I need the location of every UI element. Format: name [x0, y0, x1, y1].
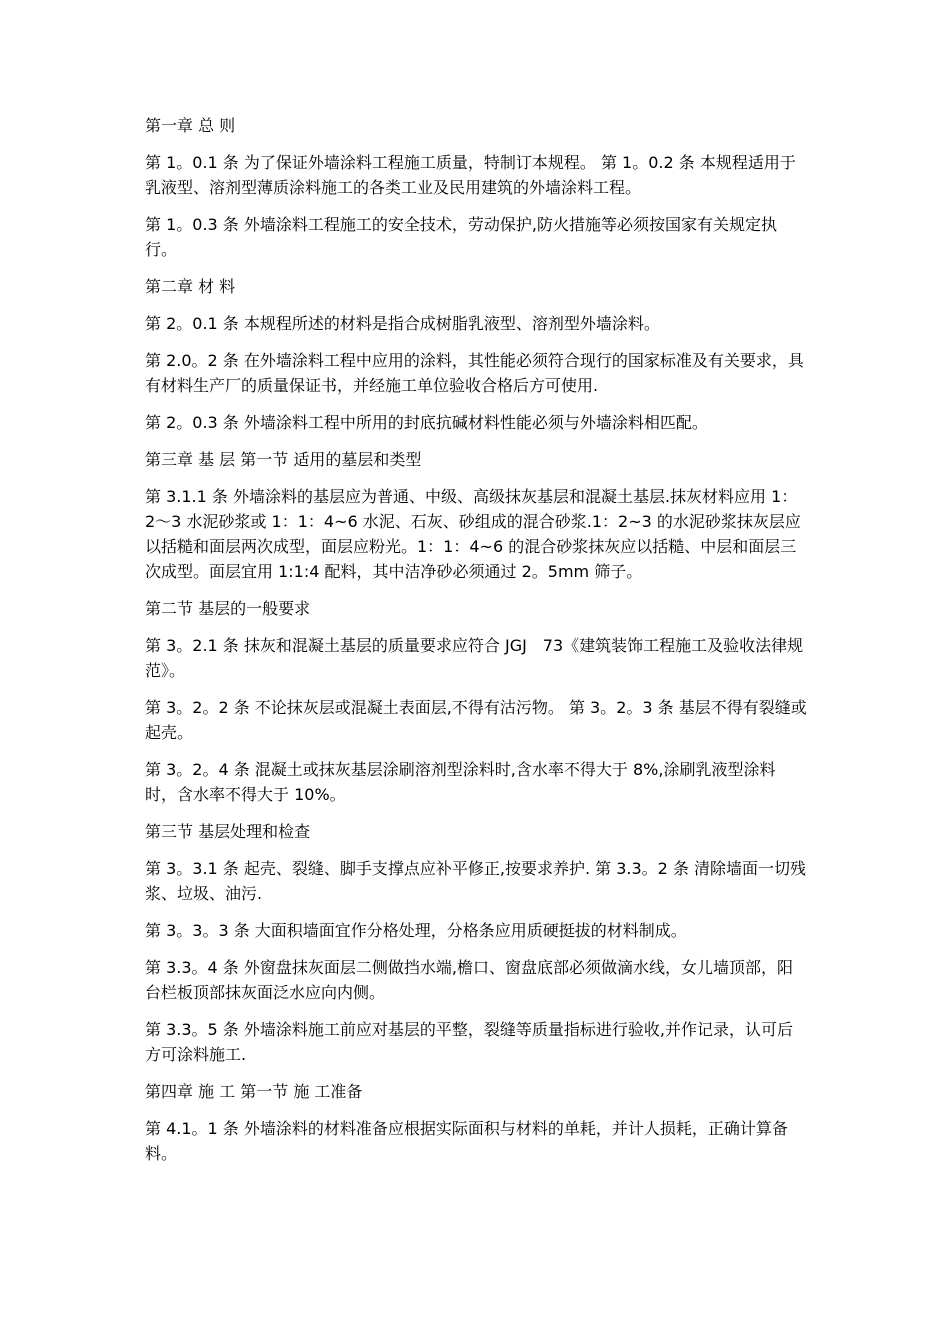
paragraph-3-3-1: 第 3。3.1 条 起壳、裂缝、脚手支撑点应补平修正,按要求养护. 第 3.3。2 条 清除墙面一切残浆、垃圾、油污. — [145, 859, 807, 903]
chapter-1-heading: 第一章 总 则 — [145, 116, 236, 135]
paragraph-3-3-5: 第 3.3。5 条 外墙涂料施工前应对基层的平整，裂缝等质量指标进行验收,并作记录，认可后方可涂料施工. — [145, 1020, 793, 1064]
paragraph-2-0-1: 第 2。0.1 条 本规程所述的材料是指合成树脂乳液型、溶剂型外墙涂料。 — [145, 314, 660, 333]
paragraph-2-0-3: 第 2。0.3 条 外墙涂料工程中所用的封底抗碱材料性能必须与外墙涂料相匹配。 — [145, 413, 708, 432]
paragraph-3-2-4: 第 3。2。4 条 混凝土或抹灰基层涂刷溶剂型涂料时,含水率不得大于 8%,涂刷乳液型涂料时，含水率不得大于 10%。 — [145, 760, 776, 804]
paragraph-3-2-2: 第 3。2。2 条 不论抹灰层或混凝土表面层,不得有沽污物。 第 3。2。3 条 基层不得有裂缝或起壳。 — [145, 698, 807, 742]
section-2-heading: 第二节 基层的一般要求 — [145, 599, 311, 618]
paragraph-3-3-3: 第 3。3。3 条 大面积墙面宜作分格处理，分格条应用质硬挺拔的材料制成。 — [145, 921, 687, 940]
section-3-heading: 第三节 基层处理和检查 — [145, 822, 311, 841]
paragraph-3-2-1: 第 3。2.1 条 抹灰和混凝土基层的质量要求应符合 JGJ 73《建筑装饰工程施工及验收法律规范》。 — [145, 636, 804, 680]
paragraph-1-0-1: 第 1。0.1 条 为了保证外墙涂料工程施工质量，特制订本规程。 第 1。0.2 条 本规程适用于乳液型、溶剂型薄质涂料施工的各类工业及民用建筑的外墙涂料工程。 — [145, 153, 796, 197]
paragraph-3-1-1: 第 3.1.1 条 外墙涂料的基层应为普通、中级、高级抹灰基层和混凝土基层.抹灰材料应用 1：2～3 水泥砂浆或 1：1：4~6 水泥、石灰、砂组成的混合砂浆.1：2~3 的水泥砂浆抹灰层应以括糙和面层两次成型，面层应粉光。1：1：4~6 的混合砂浆抹灰应以括糙、中层和面层三次成型。面层宜用 1:1:4 配料，其中洁净砂必须通过 2。5mm 筛子。 — [145, 487, 801, 581]
paragraph-1-0-3: 第 1。0.3 条 外墙涂料工程施工的安全技术，劳动保护,防火措施等必须按国家有关规定执行。 — [145, 215, 777, 259]
chapter-3-heading: 第三章 基 层 第一节 适用的墓层和类型 — [145, 450, 422, 469]
chapter-4-heading: 第四章 施 工 第一节 施 工准备 — [145, 1082, 363, 1101]
paragraph-4-1-1: 第 4.1。1 条 外墙涂料的材料准备应根据实际面积与材料的单耗，并计人损耗，正确计算备料。 — [145, 1119, 788, 1163]
paragraph-2-0-2: 第 2.0。2 条 在外墙涂料工程中应用的涂料，其性能必须符合现行的国家标准及有关要求，具有材料生产厂的质量保证书，并经施工单位验收合格后方可使用. — [145, 351, 804, 395]
chapter-2-heading: 第二章 材 料 — [145, 277, 236, 296]
paragraph-3-3-4: 第 3.3。4 条 外窗盘抹灰面层二侧做挡水端,檐口、窗盘底部必须做滴水线，女儿墙顶部，阳台栏板顶部抹灰面泛水应向内侧。 — [145, 958, 793, 1002]
document-body — [145, 113, 807, 1178]
